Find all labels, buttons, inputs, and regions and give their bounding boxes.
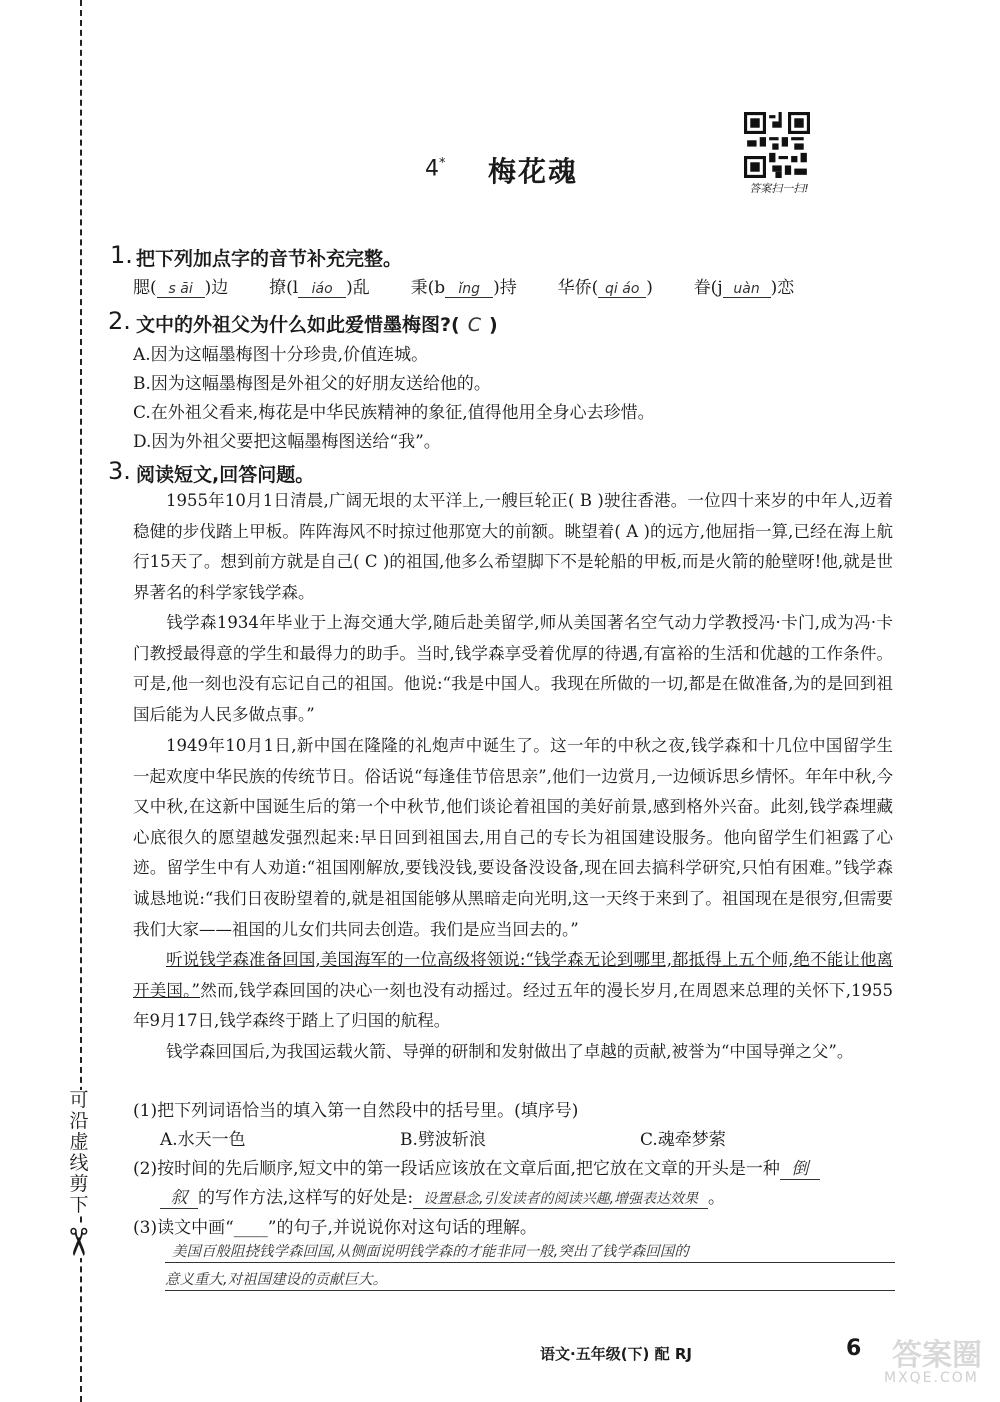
lesson-number: 4* [425, 156, 446, 182]
q2-number: 2. [108, 307, 131, 335]
sub3-answer-line2: 意义重大,对祖国建设的贡献巨大。 [165, 1272, 388, 1288]
sub-question-1: (1)把下列词语恰当的填入第一自然段中的括号里。(填序号) [133, 1101, 579, 1121]
page-title: 梅花魂 [488, 155, 579, 188]
passage-paragraph-1: 1955年10月1日清晨,广阔无垠的太平洋上,一艘巨轮正( B )驶往香港。一位四十来岁的中年人,迈着稳健的步伐踏上甲板。阵阵海风不时掠过他那宽大的前额。眺望着( A )的远方,他屈指一算,已经在海上航行15天了。想到前方就是自己( C )的祖国,他多么希望脚下不是轮船的甲板,而是火箭的舱壁呀!他,就是世界著名的科学家钱学森。 [133, 491, 893, 602]
qr-caption: 答案扫一扫! [749, 182, 809, 195]
cut-instruction: 可沿虚线剪下 [64, 1090, 94, 1216]
scissors-icon: ✂ [55, 1226, 100, 1258]
q2-option-c: C.在外祖父看来,梅花是中华民族精神的象征,值得他用全身心去珍惜。 [133, 403, 655, 423]
q1-items [133, 273, 794, 298]
q1-number: 1. [110, 241, 133, 269]
q2-option-b: B.因为这幅墨梅图是外祖父的好朋友送给他的。 [133, 374, 491, 394]
sub-question-2-line1: (2)按时间的先后顺序,短文中的第一段话应该放在文章后面,把它放在文章的开头是一种 倒 [133, 1154, 820, 1180]
sub1-option-c: C.魂牵梦萦 [640, 1130, 726, 1150]
footer-subject: 语文·五年级(下) 配 RJ [540, 1345, 692, 1363]
q2-text: 文中的外祖父为什么如此爱惜墨梅图?( C ) [136, 314, 498, 336]
passage-paragraph-4: 听说钱学森准备回国,美国海军的一位高级将领说:“钱学森无论到哪里,都抵得上五个师,绝不能让他离开美国。”然而,钱学森回国的决心一刻也没有动摇过。经过五年的漫长岁月,在周恩来总理的关怀下,1955年9月17日,钱学森终于踏上了归国的航程。 [133, 950, 893, 1031]
q1-item: 华侨( qi áo ) [557, 278, 653, 298]
q1-item: 眷(j uàn )恋 [693, 278, 795, 298]
answer-line [165, 1262, 895, 1263]
underlined-sentence: 听说钱学森准备回国,美国海军的一位高级将领说:“钱学森无论到哪里,都抵得上五个师,绝不能让他离开美国。” [133, 950, 893, 1000]
sub1-option-a: A.水天一色 [160, 1130, 246, 1150]
watermark-logo: 答案圈 [892, 1338, 982, 1373]
page-number: 6 [846, 1336, 862, 1361]
watermark-url: MXQE.COM [884, 1370, 979, 1386]
q1-text: 把下列加点字的音节补充完整。 [136, 248, 403, 270]
qr-code[interactable] [744, 112, 810, 178]
q2-option-d: D.因为外祖父要把这幅墨梅图送给“我”。 [133, 432, 441, 452]
q1-item: 腮( s āi )边 [133, 278, 229, 298]
sub1-option-b: B.劈波斩浪 [400, 1130, 486, 1150]
q1-item: 撩(l iáo )乱 [269, 278, 370, 298]
q1-item: 秉(b ǐng )持 [410, 278, 517, 298]
q3-number: 3. [108, 457, 131, 485]
passage-paragraph-2: 钱学森1934年毕业于上海交通大学,随后赴美留学,师从美国著名空气动力学教授冯·卡门,成为冯·卡门教授最得意的学生和最得力的助手。当时,钱学森享受着优厚的待遇,有富裕的生活和优越的工作条件。可是,他一刻也没有忘记自己的祖国。他说:“我是中国人。我现在所做的一切,都是在做准备,为的是回到祖国后能为人民多做点事。” [133, 613, 893, 724]
q2-option-a: A.因为这幅墨梅图十分珍贵,价值连城。 [133, 345, 429, 365]
passage-paragraph-3: 1949年10月1日,新中国在隆隆的礼炮声中诞生了。这一年的中秋之夜,钱学森和十几位中国留学生一起欢度中华民族的传统节日。俗话说“每逢佳节倍思亲”,他们一边赏月,一边倾诉思乡情怀。年年中秋,今又中秋,在这新中国诞生后的第一个中秋节,他们谈论着祖国的美好前景,感到格外兴奋。此刻,钱学森埋藏心底很久的愿望越发强烈起来:早日回到祖国去,用自己的专长为祖国建设服务。他向留学生们袒露了心迹。留学生中有人劝道:“祖国刚解放,要钱没钱,要设备没设备,现在回去搞科学研究,只怕有困难。”钱学森诚恳地说:“我们日夜盼望着的,就是祖国能够从黑暗走向光明,这一天终于来到了。祖国现在是很穷,但需要我们大家——祖国的儿女们共同去创造。我们是应当回去的。” [133, 736, 893, 939]
sub3-answer-line1: 美国百般阻挠钱学森回国,从侧面说明钱学森的才能非同一般,突出了钱学森回国的 [172, 1244, 689, 1260]
passage-paragraph-5: 钱学森回国后,为我国运载火箭、导弹的研制和发射做出了卓越的贡献,被誉为“中国导弹之父”。 [166, 1042, 854, 1061]
sub-question-2-line2: 叙 的写作方法,这样写的好处是: 设置悬念,引发读者的阅读兴趣,增强表达效果 。 [160, 1183, 725, 1209]
q3-text: 阅读短文,回答问题。 [136, 464, 315, 486]
answer-line [165, 1290, 895, 1291]
sub-question-3: (3)读文中画“____”的句子,并说说你对这句话的理解。 [133, 1218, 537, 1238]
